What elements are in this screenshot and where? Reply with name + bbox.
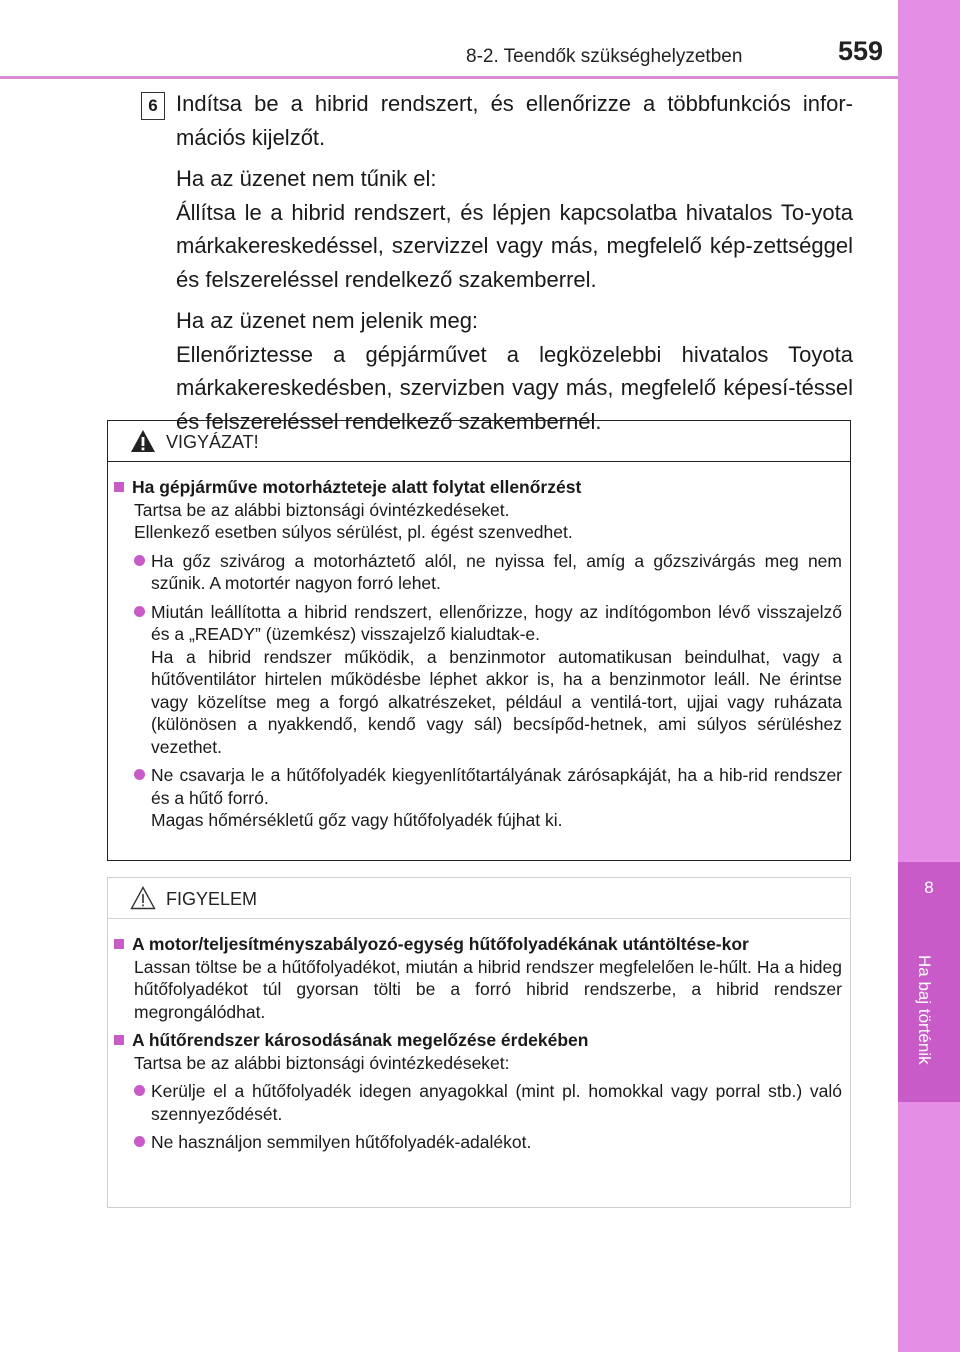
warning-bullet: Ne csavarja le a hűtőfolyadék kiegyenlítőtartályának zárósapkáját, ha a hib-rid rendszer és a hűtő forró. Magas hőmérsékletű gőz vagy hűtőfolyadék fújhat ki. <box>134 764 842 832</box>
warning-label: VIGYÁZAT! <box>166 432 259 452</box>
chapter-number: 8 <box>924 878 934 897</box>
warning-header <box>108 421 850 462</box>
chapter-side-tab <box>898 0 960 1352</box>
caution-outline-triangle-icon <box>130 886 156 910</box>
warning-intro-1: Tartsa be az alábbi biztonsági óvintézkedéseket. <box>134 499 510 520</box>
notice-header <box>108 878 850 919</box>
step-text <box>176 87 853 446</box>
case2-text: Ellenőriztesse a gépjárművet a legközelebbi hivatalos Toyota márkakereskedésben, szervizben vagy más, megfelelő képesí-téssel és felszereléssel rendelkező szakembernél. <box>176 341 853 434</box>
warning-intro-2: Ellenkező esetben súlyos sérülést, pl. égést szenvedhet. <box>134 522 573 542</box>
square-bullet-icon <box>114 482 124 492</box>
round-bullet-icon <box>134 769 145 780</box>
warning-bullet-3-extra: Magas hőmérsékletű gőz vagy hűtőfolyadék fújhat ki. <box>151 810 563 830</box>
warning-bullet: Ha gőz szivárog a motorháztető alól, ne nyissa fel, amíg a gőzszivárgás meg nem szűnik. A motortér nagyon forró lehet. <box>134 550 842 595</box>
notice-heading-2: A hűtőrendszer károsodásának megelőzése érdekében <box>114 1029 842 1052</box>
notice-text-1: Lassan töltse be a hűtőfolyadékot, miután a hibrid rendszer megfelelően le-hűlt. Ha a hideg hűtőfolyadékot túl gyorsan tölti be a forró hibrid rendszerbe, a hibrid rendszer megrongálódhat. <box>134 956 842 1022</box>
round-bullet-icon <box>134 606 145 617</box>
warning-bullet: Miután leállította a hibrid rendszert, ellenőrizze, hogy az indítógombon lévő visszajelző és a „READY” (üzemkész) visszajelző kialudtak-e. Ha a hibrid rendszer működik, a benzinmotor automatikusan beindulhat, vagy a hűtőventilátor hirtelen működésbe léphet akkor is, ha a benzinmotor leáll. Ne érintse vagy közelítse meg a forgó alkatrészeket, például a ventilá-tort, ujjai vagy ruházata (különösen a nyakkendő, kendő vagy sál) becsípőd-hetnek, ami súlyos sérüléshez vezethet. <box>134 601 842 759</box>
round-bullet-icon <box>134 1136 145 1147</box>
section-title: 8-2. Teendők szükséghelyzetben <box>466 46 743 67</box>
notice-label: FIGYELEM <box>166 889 258 909</box>
chapter-name: Ha baj történik <box>915 955 934 1065</box>
step-number: 6 <box>141 92 165 120</box>
square-bullet-icon <box>114 1035 124 1045</box>
header-rule <box>0 76 898 79</box>
notice-body <box>108 933 850 1154</box>
case2-title: Ha az üzenet nem jelenik meg: <box>176 308 479 333</box>
page-number: 559 <box>838 36 884 66</box>
notice-bullet: Ne használjon semmilyen hűtőfolyadék-adalékot. <box>134 1131 842 1154</box>
warning-bullet-2-extra: Ha a hibrid rendszer működik, a benzinmotor automatikusan beindulhat, vagy a hűtőventilátor hirtelen működésbe léphet akkor is, ha a benzinmotor leáll. Ne érintse vagy közelítse meg a forgó alkatrészeket, például a ventilá-tort, ujjai vagy ruházata (különösen a nyakkendő, kendő vagy sál) becsípőd-hetnek, ami súlyos sérüléshez vezethet. <box>151 646 842 757</box>
notice-intro-2: Tartsa be az alábbi biztonsági óvintézkedéseket: <box>134 1052 510 1073</box>
warning-triangle-icon <box>130 429 156 453</box>
case1-title: Ha az üzenet nem tűnik el: <box>176 166 437 191</box>
notice-box <box>107 877 851 1208</box>
notice-heading-1: A motor/teljesítményszabályozó-egység hűtőfolyadékának utántöltése-kor <box>114 933 842 956</box>
notice-bullet: Kerülje el a hűtőfolyadék idegen anyagokkal (mint pl. homokkal vagy porral stb.) való szennyeződését. <box>134 1080 842 1125</box>
warning-heading: Ha gépjárműve motorházteteje alatt folytat ellenőrzést <box>114 476 842 499</box>
step-intro: Indítsa be a hibrid rendszert, és ellenőrizze a többfunkciós infor-mációs kijelzőt. <box>176 91 853 150</box>
warning-body <box>108 476 850 832</box>
round-bullet-icon <box>134 1085 145 1096</box>
square-bullet-icon <box>114 939 124 949</box>
round-bullet-icon <box>134 555 145 566</box>
warning-box <box>107 420 851 861</box>
case1-text: Állítsa le a hibrid rendszert, és lépjen kapcsolatba hivatalos To-yota márkakereskedéssel, szervizzel vagy más, megfelelő kép-zettséggel és felszereléssel rendelkező szakemberrel. <box>176 199 853 292</box>
